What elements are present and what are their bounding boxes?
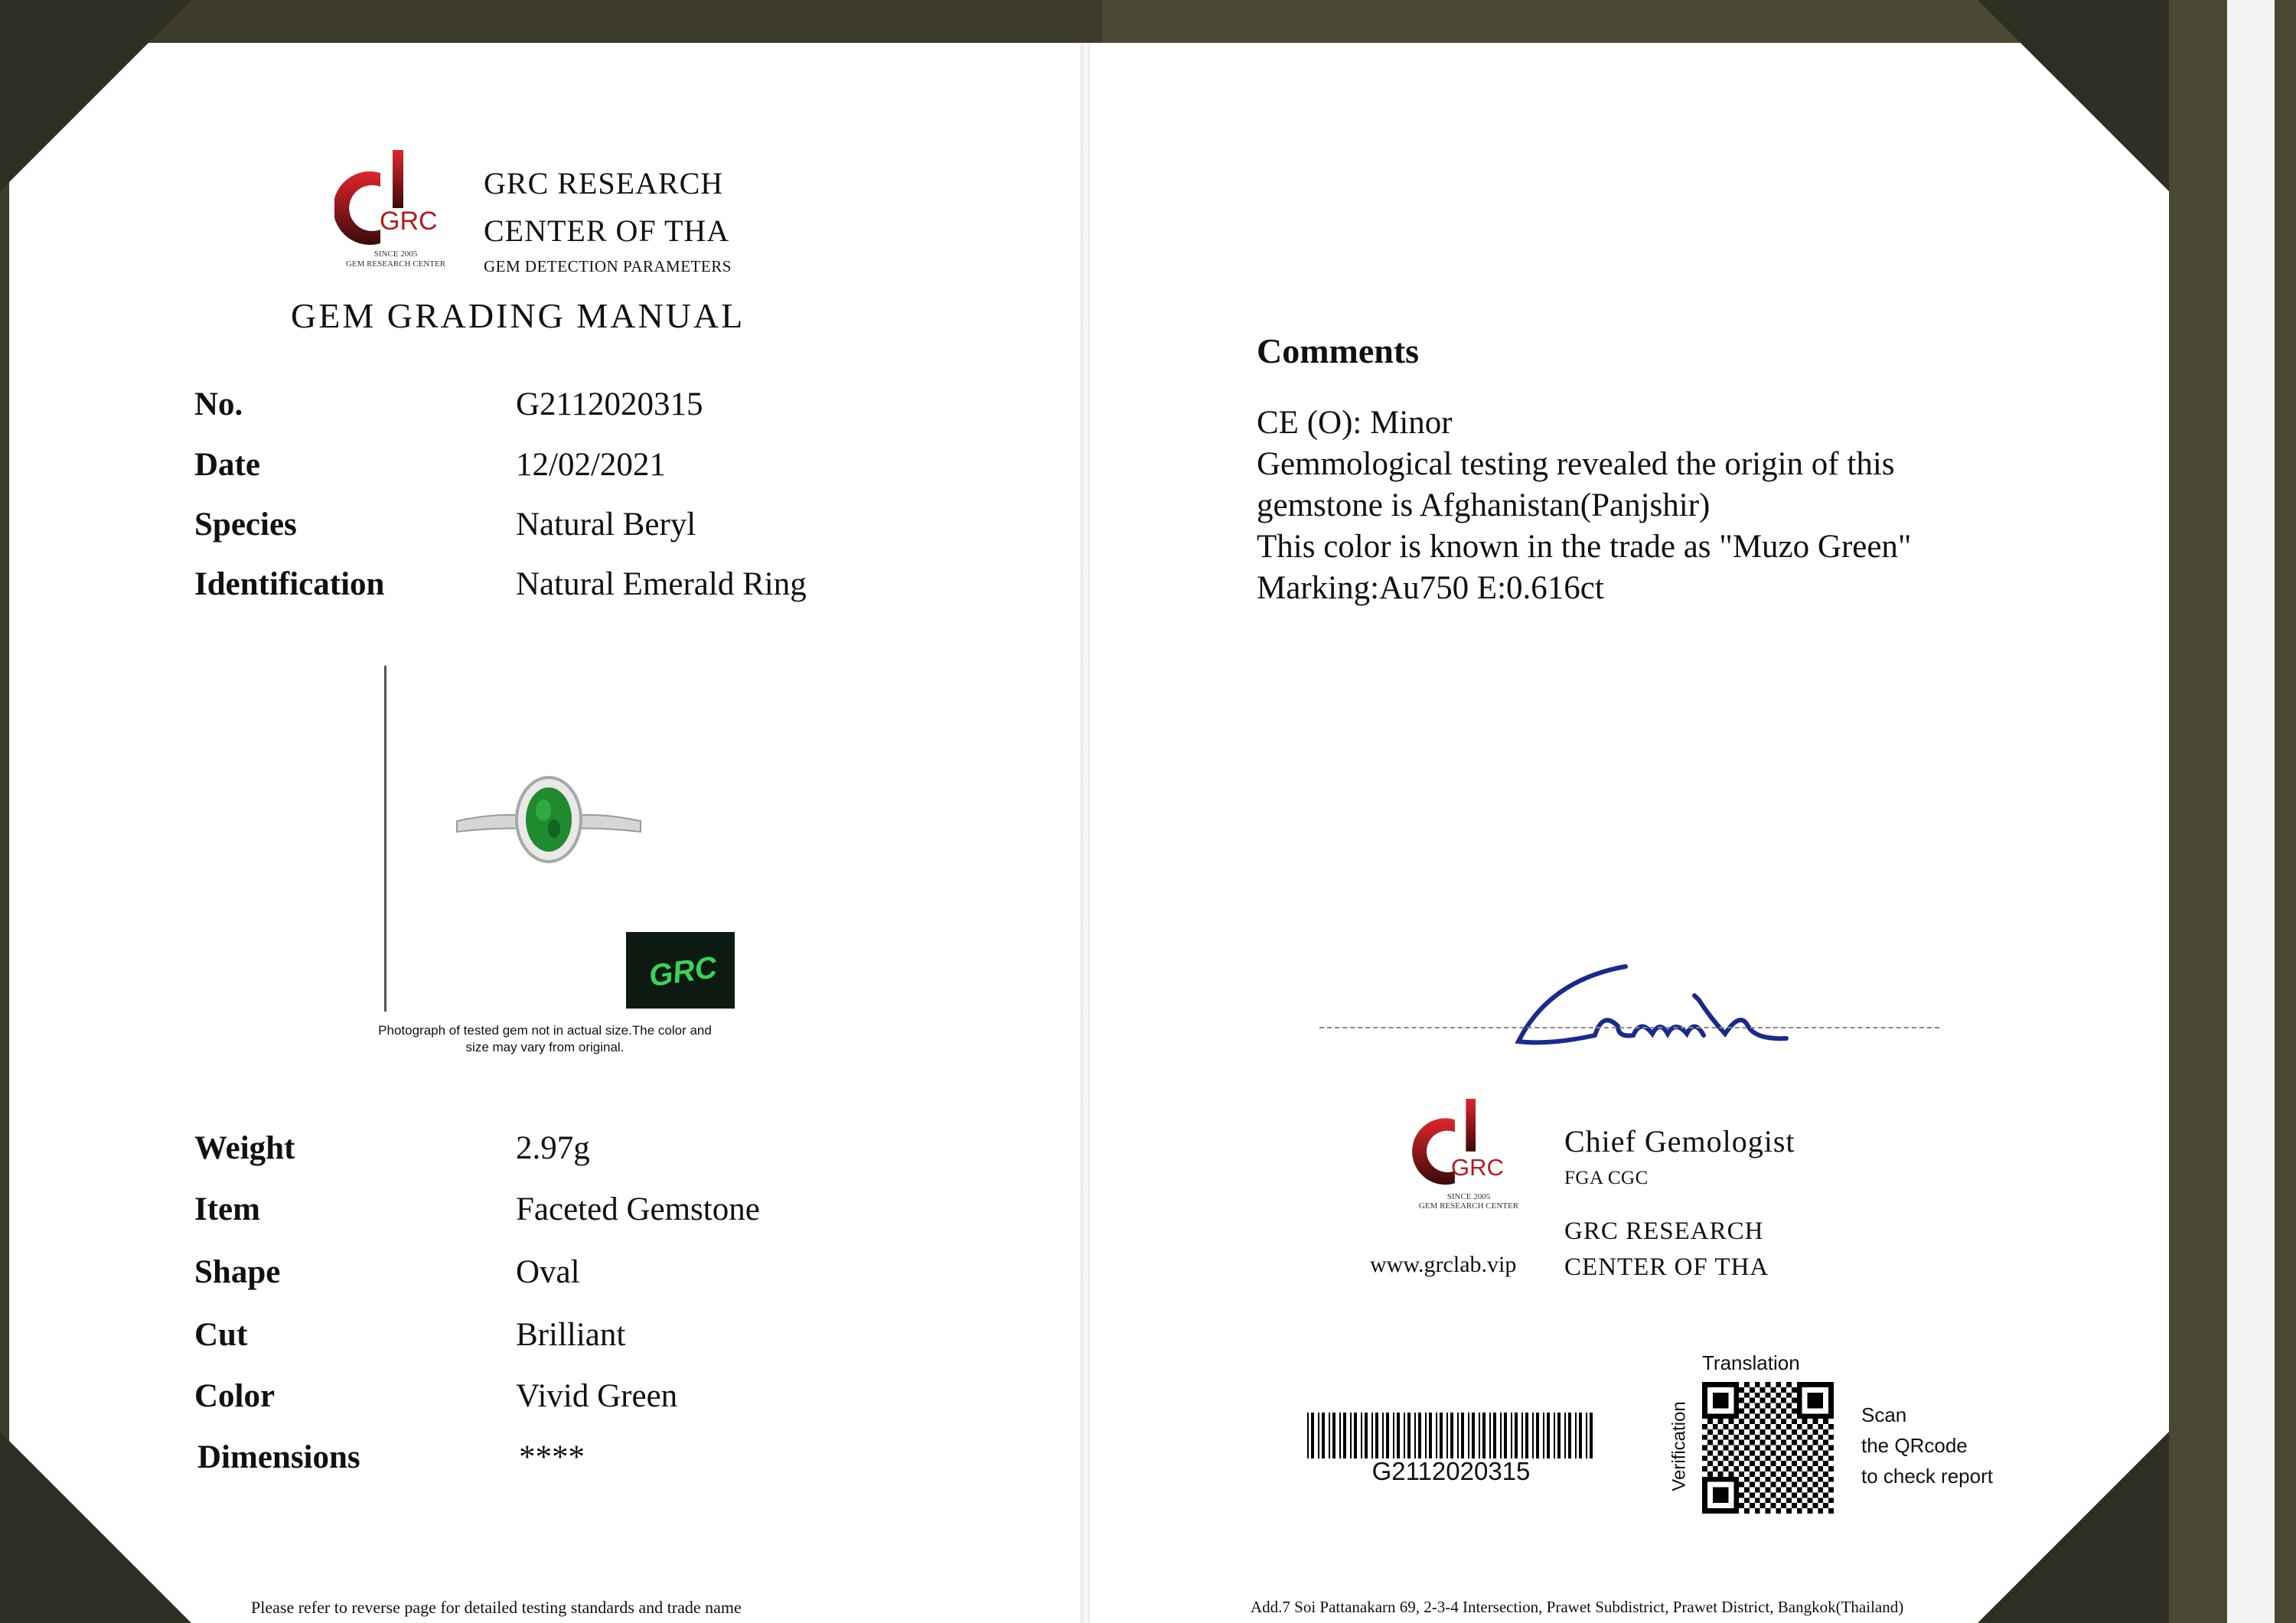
logo-since: SINCE 2005 [1446,1192,1491,1201]
field-value-shape: Oval [516,1254,580,1290]
org-name-line1: GRC RESEARCH [484,166,724,200]
qr-code-icon[interactable] [1702,1382,1834,1514]
corner-tab-top-left [0,0,191,191]
corner-tab-bottom-left [0,1432,191,1623]
folder-edge [2227,0,2275,1623]
signature-image [1503,950,1809,1064]
left-page [9,43,1088,1623]
comment-line: gemstone is Afghanistan(Panjshir) [1257,487,1711,523]
qr-instruction-1: Scan [1861,1403,1907,1426]
corner-tab-bottom-right [1978,1432,2169,1623]
logo-since: SINCE 2005 [373,249,418,259]
field-label-item: Item [194,1191,260,1227]
field-value-date: 12/02/2021 [516,447,666,483]
document-title: GEM GRADING MANUAL [291,296,745,335]
signature-line [1319,1027,1939,1028]
field-value-cut: Brilliant [516,1317,626,1353]
logo-center: GEM RESEARCH CENTER [345,259,446,269]
photo-caption-line1: Photograph of tested gem not in actual size.The color and [378,1023,712,1038]
comment-line: CE (O): Minor [1257,405,1453,441]
right-page [1090,43,2169,1623]
field-value-species: Natural Beryl [516,507,696,543]
field-value-no: G2112020315 [516,386,703,422]
org-name-line2: CENTER OF THA [1564,1253,1769,1281]
left-footer-note: Please refer to reverse page for detailed testing standards and trade name [251,1598,742,1617]
comment-line: Gemmological testing revealed the origin of this [1257,446,1895,482]
org-name-line2: CENTER OF THA [484,213,730,248]
field-value-dimensions: **** [519,1439,585,1475]
comments-block [1257,402,1912,609]
credentials: FGA CGC [1564,1168,1649,1188]
logo-text: GRC [380,207,438,236]
logo-center: GEM RESEARCH CENTER [1418,1201,1519,1211]
photo-caption-line2: size may vary from original. [465,1040,625,1054]
website: www.grclab.vip [1370,1252,1517,1277]
gem-photo [453,766,644,873]
field-label-dimensions: Dimensions [197,1439,360,1475]
field-label-identification: Identification [194,566,385,602]
signature [1503,950,1809,1064]
comment-line: Marking:Au750 E:0.616ct [1257,570,1604,606]
field-label-cut: Cut [194,1317,248,1353]
hologram-text: GRC [647,950,719,993]
logo-text: GRC [1451,1154,1504,1181]
qr-instruction-3: to check report [1861,1465,1993,1488]
hologram-sticker [626,932,735,1009]
field-value-color: Vivid Green [516,1378,678,1414]
qr-code [1702,1382,1834,1514]
field-label-no: No. [194,386,243,422]
qr-top-label: Translation [1702,1351,1800,1374]
comment-line: This color is known in the trade as "Muzo Green" [1257,529,1912,565]
org-subtitle: GEM DETECTION PARAMETERS [484,257,732,275]
barcode [1307,1413,1595,1458]
comments-heading: Comments [1257,331,1420,370]
barcode-number: G2112020315 [1371,1457,1531,1485]
barcode-image [1307,1413,1595,1458]
field-label-date: Date [194,447,260,483]
field-value-weight: 2.97g [516,1130,590,1166]
field-label-shape: Shape [194,1254,281,1290]
photo-frame-line [384,666,386,1012]
org-name-line1: GRC RESEARCH [1564,1217,1764,1245]
field-label-color: Color [194,1378,276,1414]
address-footer: Add.7 Soi Pattanakarn 69, 2-3-4 Intersection, Prawet Subdistrict, Prawet District, Bangkok(Thailand) [1251,1598,1904,1616]
field-value-item: Faceted Gemstone [516,1191,760,1227]
field-label-weight: Weight [194,1130,295,1166]
emerald-ring-image [453,766,644,873]
role: Chief Gemologist [1564,1124,1795,1159]
field-value-identification: Natural Emerald Ring [516,566,807,602]
field-label-species: Species [194,507,297,543]
qr-instruction-2: the QRcode [1861,1434,1968,1457]
corner-tab-top-right [1978,0,2169,191]
qr-side-label: Verification [1668,1401,1690,1491]
